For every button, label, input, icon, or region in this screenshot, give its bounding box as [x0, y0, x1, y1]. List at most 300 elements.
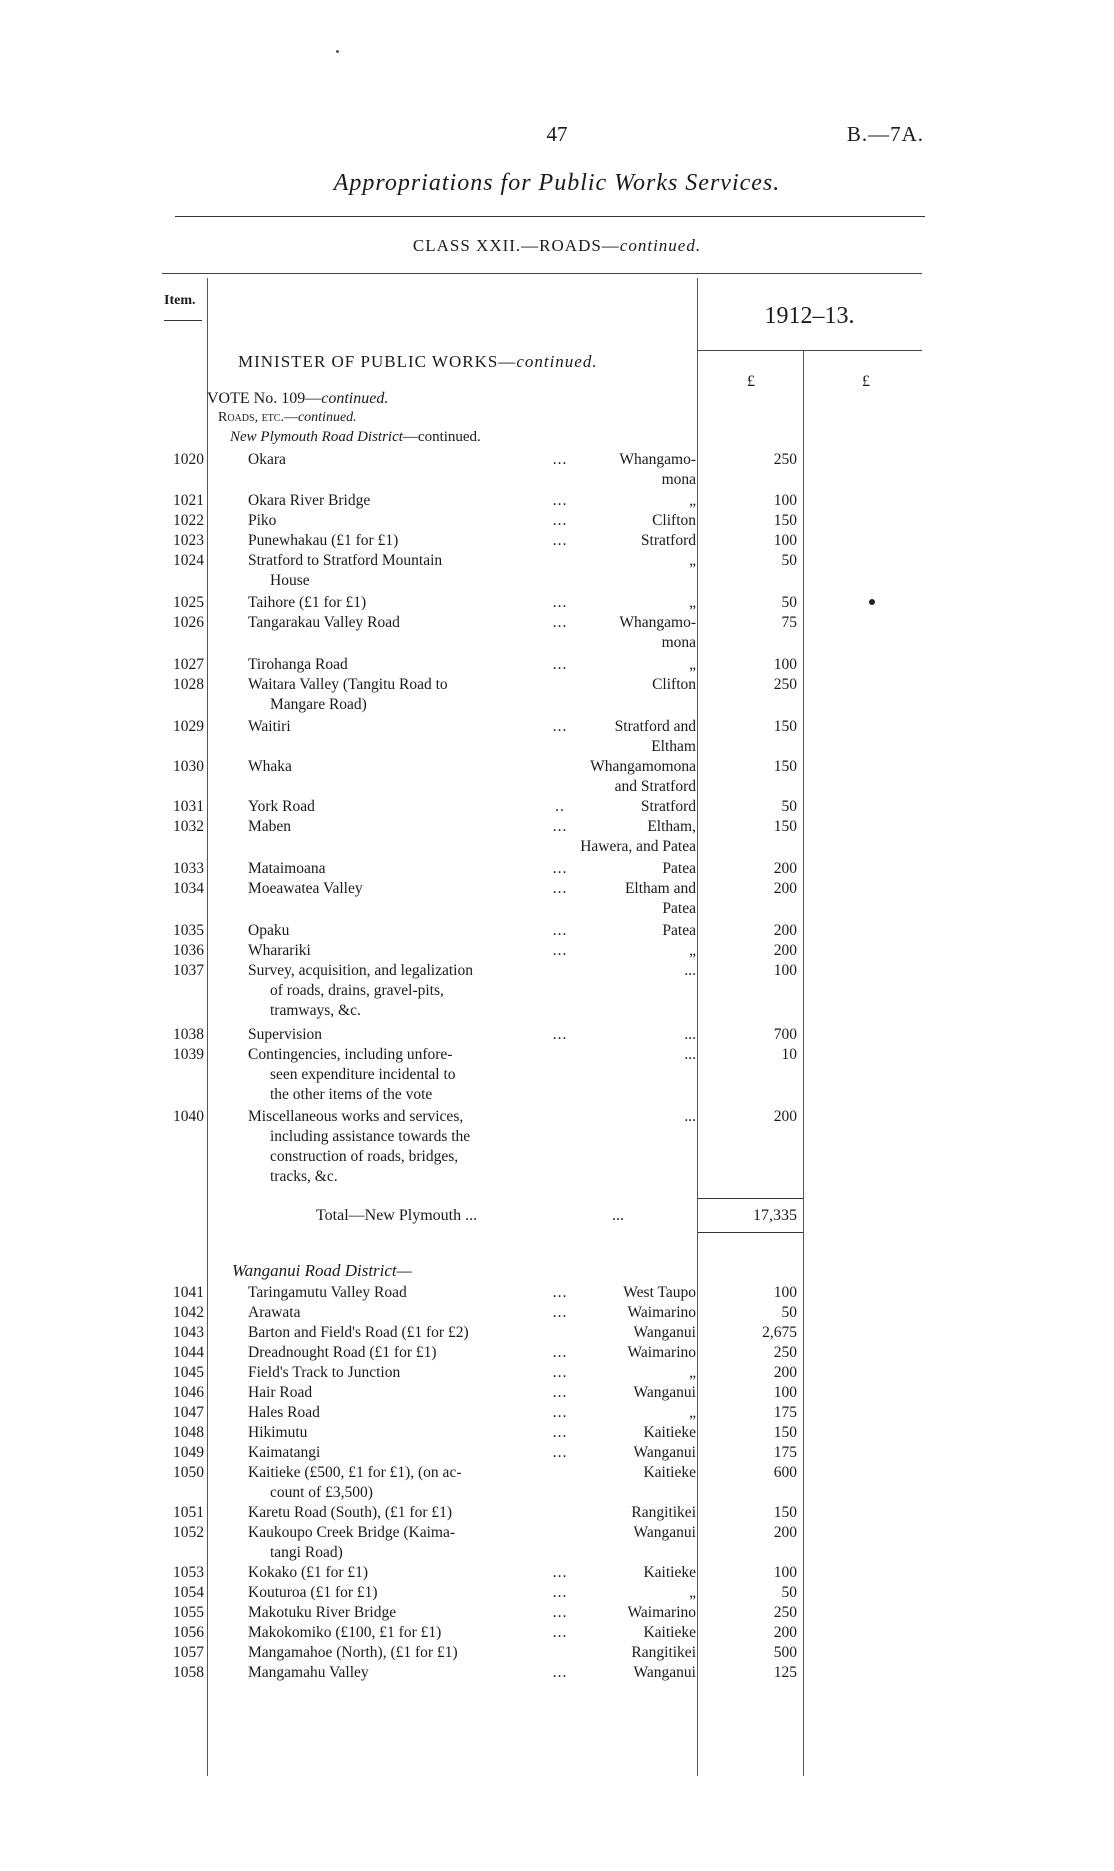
item-header-underline	[164, 320, 202, 321]
electoral-district	[520, 1423, 696, 1443]
leader-dots: ...	[552, 1604, 568, 1621]
year-header-rule	[697, 350, 922, 351]
electoral-district	[520, 961, 696, 981]
leader-dots: ...	[552, 1384, 568, 1401]
amount: 200	[773, 942, 797, 959]
item-number: 1036	[173, 942, 204, 959]
description-line: Supervision	[248, 1026, 323, 1043]
amount: 100	[773, 962, 797, 979]
electoral-district	[520, 859, 696, 879]
district-line: ...	[684, 962, 696, 979]
electoral-district	[520, 675, 696, 695]
item-description	[248, 675, 566, 715]
amount: 100	[773, 1384, 797, 1401]
total-bottom-rule	[698, 1232, 803, 1233]
item-description	[248, 1363, 566, 1383]
item-number: 1040	[173, 1108, 204, 1125]
amount: 50	[781, 1584, 797, 1601]
amount: 175	[773, 1404, 797, 1421]
item-number: 1024	[173, 552, 204, 569]
district-line: Whangamo-	[619, 614, 696, 631]
amount: 150	[773, 758, 797, 775]
item-description	[248, 1583, 566, 1603]
district-line: Wanganui	[633, 1664, 696, 1681]
district-line: Wanganui	[633, 1384, 696, 1401]
description-line: Arawata	[248, 1304, 301, 1321]
leader-dots: ...	[552, 880, 568, 897]
district-line: Rangitikei	[631, 1504, 696, 1521]
amount: 200	[773, 1364, 797, 1381]
minister-heading: MINISTER OF PUBLIC WORKS—continued.	[238, 352, 598, 371]
total-amount: 17,335	[753, 1207, 797, 1224]
leader-dots: ...	[552, 451, 568, 468]
item-number: 1028	[173, 676, 204, 693]
amount: 150	[773, 1424, 797, 1441]
amount: 50	[781, 552, 797, 569]
district-line: Stratford and	[614, 718, 696, 735]
district-line: mona	[661, 634, 696, 651]
electoral-district	[520, 941, 696, 961]
leader-dots: ...	[552, 1584, 568, 1601]
item-number: 1049	[173, 1444, 204, 1461]
amount: 250	[773, 1604, 797, 1621]
description-line: Kaukoupo Creek Bridge (Kaima-	[248, 1524, 456, 1541]
item-number: 1030	[173, 758, 204, 775]
amount: 200	[773, 1524, 797, 1541]
item-description	[248, 757, 566, 777]
district-line: Whangamo-	[619, 451, 696, 468]
amount: 175	[773, 1444, 797, 1461]
district-line: Kaitieke	[643, 1424, 696, 1441]
description-line: Field's Track to Junction	[248, 1364, 401, 1381]
description-line: seen expenditure incidental to	[270, 1066, 456, 1083]
electoral-district	[520, 491, 696, 511]
scan-speck	[336, 50, 339, 53]
district-line: Eltham,	[647, 818, 696, 835]
item-number: 1022	[173, 512, 204, 529]
district-line: Waimarino	[627, 1344, 696, 1361]
leader-dots: ...	[552, 1424, 568, 1441]
item-description	[248, 491, 566, 511]
description-line: Makokomiko (£100, £1 for £1)	[248, 1624, 442, 1641]
amount: 10	[781, 1046, 797, 1063]
description-line: Piko	[248, 512, 277, 529]
item-number: 1038	[173, 1026, 204, 1043]
electoral-district	[520, 450, 696, 490]
description-line: Maben	[248, 818, 292, 835]
electoral-district	[520, 1603, 696, 1623]
item-number: 1058	[173, 1664, 204, 1681]
item-description	[248, 551, 566, 591]
district-line: Eltham	[651, 738, 696, 755]
description-line: Dreadnought Road (£1 for £1)	[248, 1344, 437, 1361]
item-number: 1050	[173, 1464, 204, 1481]
item-description	[248, 1643, 566, 1663]
district-line: Stratford	[640, 532, 696, 549]
vote-heading: VOTE No. 109—continued.	[207, 390, 389, 407]
item-description	[248, 1563, 566, 1583]
description-line: Contingencies, including unfore-	[248, 1046, 453, 1063]
description-line: Barton and Field's Road (£1 for £2)	[248, 1324, 469, 1341]
description-line: tracks, &c.	[270, 1168, 338, 1185]
electoral-district	[520, 1303, 696, 1323]
description-line: Opaku	[248, 922, 290, 939]
item-description	[248, 879, 566, 899]
amount: 250	[773, 451, 797, 468]
amount: 100	[773, 1564, 797, 1581]
item-description	[248, 1443, 566, 1463]
description-line: Whaka	[248, 758, 292, 775]
district-line: „	[689, 492, 696, 509]
electoral-district	[520, 921, 696, 941]
item-number: 1052	[173, 1524, 204, 1541]
class-heading: CLASS XXII.—ROADS—continued.	[412, 236, 702, 255]
description-line: including assistance towards the	[270, 1128, 471, 1145]
item-number: 1057	[173, 1644, 204, 1661]
item-description	[248, 797, 566, 817]
description-line: Tangarakau Valley Road	[248, 614, 400, 631]
leader-dots: ...	[552, 1564, 568, 1581]
item-number: 1056	[173, 1624, 204, 1641]
item-description	[248, 450, 566, 470]
ink-dot	[869, 599, 875, 605]
leader-dots: ...	[552, 656, 568, 673]
electoral-district	[520, 1383, 696, 1403]
district-line: Hawera, and Patea	[580, 838, 696, 855]
district-line: Stratford	[640, 798, 696, 815]
district-line: Eltham and	[624, 880, 696, 897]
description-line: Okara	[248, 451, 286, 468]
electoral-district	[520, 655, 696, 675]
item-number: 1026	[173, 614, 204, 631]
item-description	[248, 1045, 566, 1105]
district-line: Wanganui	[633, 1524, 696, 1541]
description-line: House	[270, 572, 310, 589]
roads-heading: Roads, etc.—continued.	[218, 410, 357, 425]
amount: 100	[773, 532, 797, 549]
amount: 200	[773, 860, 797, 877]
item-column-line	[207, 278, 208, 1776]
electoral-district	[520, 1283, 696, 1303]
item-description	[248, 655, 566, 675]
item-description	[248, 1463, 566, 1503]
description-line: construction of roads, bridges,	[270, 1148, 459, 1165]
electoral-district	[520, 1443, 696, 1463]
item-description	[248, 1423, 566, 1443]
amount: 100	[773, 656, 797, 673]
amount: 50	[781, 798, 797, 815]
district-line: „	[689, 1404, 696, 1421]
item-number: 1044	[173, 1344, 204, 1361]
item-number: 1051	[173, 1504, 204, 1521]
electoral-district	[520, 717, 696, 757]
description-line: Makotuku River Bridge	[248, 1604, 397, 1621]
leader-dots: ...	[552, 532, 568, 549]
item-number: 1043	[173, 1324, 204, 1341]
item-column-header: Item.	[164, 293, 196, 308]
electoral-district	[520, 1343, 696, 1363]
total-dots: ...	[612, 1207, 624, 1224]
electoral-district	[520, 1643, 696, 1663]
leader-dots: ...	[552, 818, 568, 835]
amount: 50	[781, 594, 797, 611]
electoral-district	[520, 531, 696, 551]
amount: 200	[773, 1624, 797, 1641]
amount: 600	[773, 1464, 797, 1481]
leader-dots: ...	[552, 1284, 568, 1301]
district-line: and Stratford	[614, 778, 696, 795]
item-number: 1025	[173, 594, 204, 611]
description-line: Taihore (£1 for £1)	[248, 594, 367, 611]
electoral-district	[520, 879, 696, 919]
description-line: the other items of the vote	[270, 1086, 433, 1103]
amount: 100	[773, 492, 797, 509]
leader-dots: ...	[552, 1624, 568, 1641]
electoral-district	[520, 1463, 696, 1483]
district-line: „	[689, 656, 696, 673]
leader-dots: ..	[555, 798, 565, 815]
district-line: ...	[684, 1026, 696, 1043]
electoral-district	[520, 1323, 696, 1343]
pound-column-2: £	[862, 373, 870, 390]
district-line: Kaitieke	[643, 1624, 696, 1641]
item-number: 1055	[173, 1604, 204, 1621]
amount: 150	[773, 718, 797, 735]
description-line: Okara River Bridge	[248, 492, 371, 509]
title-rule	[175, 216, 925, 217]
description-line: Mangare Road)	[270, 696, 367, 713]
total-top-rule	[698, 1198, 803, 1199]
new-plymouth-district-heading: New Plymouth Road District—continued.	[230, 429, 481, 445]
item-description	[248, 1323, 566, 1343]
district-line: Kaitieke	[643, 1464, 696, 1481]
leader-dots: ...	[552, 942, 568, 959]
description-line: York Road	[248, 798, 315, 815]
wanganui-district-heading: Wanganui Road District—	[232, 1261, 412, 1280]
item-description	[248, 1623, 566, 1643]
description-line: Mataimoana	[248, 860, 326, 877]
leader-dots: ...	[552, 860, 568, 877]
electoral-district	[520, 1583, 696, 1603]
item-number: 1033	[173, 860, 204, 877]
description-line: tramways, &c.	[270, 1002, 361, 1019]
electoral-district	[520, 1503, 696, 1523]
item-description	[248, 593, 566, 613]
amount: 50	[781, 1304, 797, 1321]
district-line: Patea	[662, 900, 696, 917]
district-line: ...	[684, 1046, 696, 1063]
description-line: Kokako (£1 for £1)	[248, 1564, 369, 1581]
district-line: Clifton	[652, 676, 696, 693]
item-description	[248, 941, 566, 961]
item-number: 1032	[173, 818, 204, 835]
description-line: Hair Road	[248, 1384, 313, 1401]
amount: 200	[773, 880, 797, 897]
amount: 2,675	[762, 1324, 797, 1341]
electoral-district	[520, 757, 696, 797]
leader-dots: ...	[552, 1364, 568, 1381]
item-number: 1035	[173, 922, 204, 939]
item-number: 1047	[173, 1404, 204, 1421]
electoral-district	[520, 797, 696, 817]
amount: 250	[773, 676, 797, 693]
item-number: 1029	[173, 718, 204, 735]
electoral-district	[520, 613, 696, 653]
electoral-district	[520, 817, 696, 857]
leader-dots: ...	[552, 1444, 568, 1461]
leader-dots: ...	[552, 1404, 568, 1421]
leader-dots: ...	[552, 492, 568, 509]
electoral-district	[520, 1563, 696, 1583]
amount: 200	[773, 922, 797, 939]
amount: 200	[773, 1108, 797, 1125]
electoral-district	[520, 511, 696, 531]
item-description	[248, 1343, 566, 1363]
table-top-rule	[162, 273, 922, 274]
amount: 150	[773, 1504, 797, 1521]
electoral-district	[520, 1025, 696, 1045]
item-description	[248, 531, 566, 551]
item-number: 1048	[173, 1424, 204, 1441]
leader-dots: ...	[552, 718, 568, 735]
item-description	[248, 1503, 566, 1523]
item-number: 1045	[173, 1364, 204, 1381]
amount: 75	[781, 614, 797, 631]
district-line: Wanganui	[633, 1324, 696, 1341]
leader-dots: ...	[552, 1026, 568, 1043]
district-line: Rangitikei	[631, 1644, 696, 1661]
item-number: 1054	[173, 1584, 204, 1601]
item-number: 1020	[173, 451, 204, 468]
amount: 250	[773, 1344, 797, 1361]
district-line: West Taupo	[623, 1284, 696, 1301]
district-line: Patea	[662, 922, 696, 939]
amount: 150	[773, 512, 797, 529]
item-description	[248, 1025, 566, 1045]
description-line: Hales Road	[248, 1404, 320, 1421]
item-number: 1031	[173, 798, 204, 815]
electoral-district	[520, 1107, 696, 1127]
electoral-district	[520, 1363, 696, 1383]
item-description	[248, 1107, 566, 1187]
leader-dots: ...	[552, 922, 568, 939]
amount: 100	[773, 1284, 797, 1301]
item-number: 1021	[173, 492, 204, 509]
description-line: Waitara Valley (Tangitu Road to	[248, 676, 448, 693]
pound-column-1: £	[747, 373, 755, 390]
description-line: Punewhakau (£1 for £1)	[248, 532, 399, 549]
item-description	[248, 1283, 566, 1303]
item-number: 1042	[173, 1304, 204, 1321]
item-description	[248, 717, 566, 737]
leader-dots: ...	[552, 1344, 568, 1361]
electoral-district	[520, 1623, 696, 1643]
description-line: Kaimatangi	[248, 1444, 321, 1461]
item-number: 1027	[173, 656, 204, 673]
description-line: Miscellaneous works and services,	[248, 1108, 464, 1125]
leader-dots: ...	[552, 594, 568, 611]
district-line: ...	[684, 1108, 696, 1125]
electoral-district	[520, 593, 696, 613]
description-line: count of £3,500)	[270, 1484, 373, 1501]
description-line: Waitiri	[248, 718, 291, 735]
amount: 150	[773, 818, 797, 835]
district-line: „	[689, 594, 696, 611]
item-description	[248, 817, 566, 837]
district-line: „	[689, 1364, 696, 1381]
description-line: Mangamahoe (North), (£1 for £1)	[248, 1644, 458, 1661]
item-description	[248, 1383, 566, 1403]
electoral-district	[520, 1045, 696, 1065]
item-number: 1041	[173, 1284, 204, 1301]
amount: 500	[773, 1644, 797, 1661]
item-description	[248, 1663, 566, 1683]
item-number: 1023	[173, 532, 204, 549]
district-line: „	[689, 1584, 696, 1601]
item-description	[248, 1523, 566, 1563]
item-number: 1046	[173, 1384, 204, 1401]
description-line: Stratford to Stratford Mountain	[248, 552, 443, 569]
district-line: Patea	[662, 860, 696, 877]
amount: 700	[773, 1026, 797, 1043]
item-description	[248, 1303, 566, 1323]
item-description	[248, 961, 566, 1021]
description-line: Hikimutu	[248, 1424, 308, 1441]
district-line: „	[689, 942, 696, 959]
document-reference: B.—7A.	[846, 122, 924, 146]
item-number: 1053	[173, 1564, 204, 1581]
item-description	[248, 859, 566, 879]
leader-dots: ...	[552, 512, 568, 529]
district-line: Kaitieke	[643, 1564, 696, 1581]
year-header: 1912–13.	[764, 303, 855, 329]
item-number: 1037	[173, 962, 204, 979]
leader-dots: ...	[552, 614, 568, 631]
page-number: 47	[546, 122, 568, 146]
description-line: of roads, drains, gravel-pits,	[270, 982, 444, 999]
item-description	[248, 613, 566, 633]
leader-dots: ...	[552, 1664, 568, 1681]
item-number: 1039	[173, 1046, 204, 1063]
district-line: Clifton	[652, 512, 696, 529]
item-description	[248, 1403, 566, 1423]
district-line: Whangamomona	[590, 758, 696, 775]
amount: 125	[773, 1664, 797, 1681]
leader-dots: ...	[552, 1304, 568, 1321]
electoral-district	[520, 1403, 696, 1423]
electoral-district	[520, 1663, 696, 1683]
description-line: tangi Road)	[270, 1544, 343, 1561]
amount-column-line	[803, 350, 804, 1776]
description-line: Karetu Road (South), (£1 for £1)	[248, 1504, 453, 1521]
description-line: Survey, acquisition, and legalization	[248, 962, 473, 979]
description-line: Taringamutu Valley Road	[248, 1284, 407, 1301]
page-title: Appropriations for Public Works Services.	[333, 170, 781, 196]
district-line: mona	[661, 471, 696, 488]
description-line: Wharariki	[248, 942, 311, 959]
district-line: „	[689, 552, 696, 569]
district-line: Wanganui	[633, 1444, 696, 1461]
description-line: Moeawatea Valley	[248, 880, 363, 897]
description-line: Tirohanga Road	[248, 656, 348, 673]
description-line: Kaitieke (£500, £1 for £1), (on ac-	[248, 1464, 462, 1481]
item-number: 1034	[173, 880, 204, 897]
total-label: Total—New Plymouth ...	[316, 1207, 478, 1224]
electoral-district	[520, 1523, 696, 1543]
description-line: Kouturoa (£1 for £1)	[248, 1584, 378, 1601]
item-description	[248, 1603, 566, 1623]
district-line: Waimarino	[627, 1304, 696, 1321]
